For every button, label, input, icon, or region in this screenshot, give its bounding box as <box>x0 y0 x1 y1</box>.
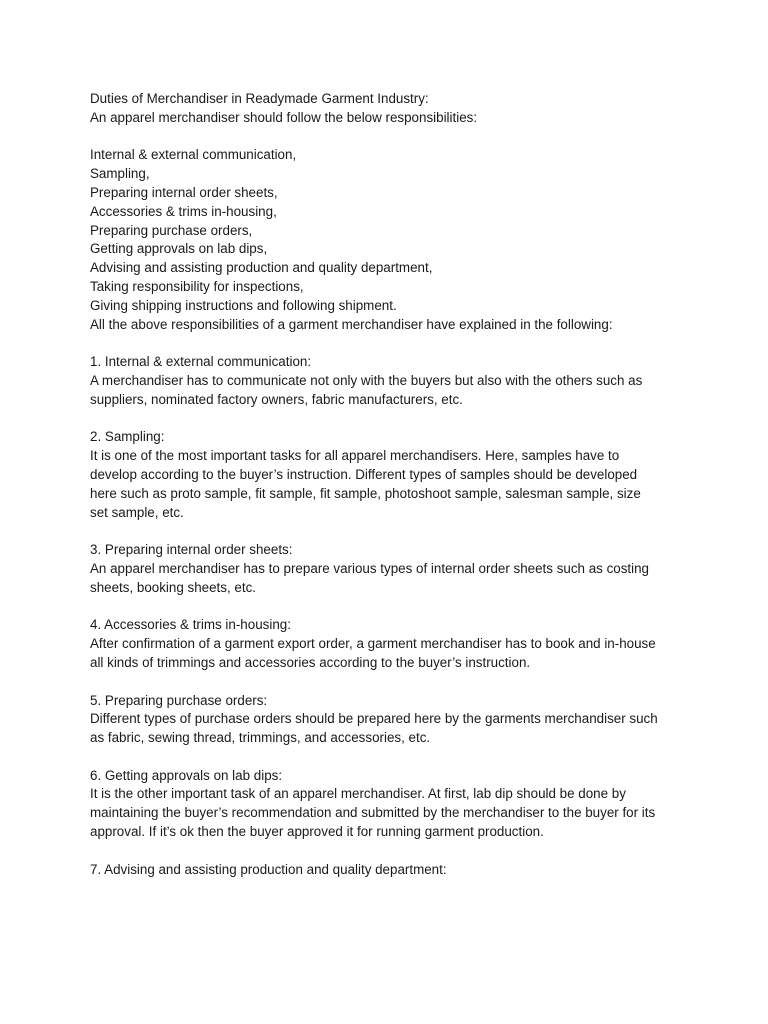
section-internal-order-sheets <box>90 541 750 597</box>
section-text-line: After confirmation of a garment export order, a garment merchandiser has to book and in-house <box>90 636 656 652</box>
responsibility-item: Preparing internal order sheets, <box>90 184 278 200</box>
responsibility-item: Internal & external communication, <box>90 147 297 163</box>
section-text-line: An apparel merchandiser has to prepare various types of internal order sheets such as costing <box>90 560 649 576</box>
section-heading: 1. Internal & external communication: <box>90 354 312 370</box>
responsibility-item: Preparing purchase orders, <box>90 222 253 238</box>
section-text-line: sheets, booking sheets, etc. <box>90 579 256 595</box>
section-lab-dips <box>90 767 750 842</box>
spacer <box>90 598 750 617</box>
responsibility-item: Getting approvals on lab dips, <box>90 241 268 257</box>
spacer <box>90 842 750 861</box>
section-heading: 6. Getting approvals on lab dips: <box>90 767 283 783</box>
spacer <box>90 673 750 692</box>
spacer <box>90 522 750 541</box>
section-purchase-orders <box>90 692 750 748</box>
document-title: Duties of Merchandiser in Readymade Garment Industry: <box>90 91 429 106</box>
document-intro: An apparel merchandiser should follow the below responsibilities: <box>90 109 478 125</box>
section-heading: 5. Preparing purchase orders: <box>90 692 268 708</box>
section-text-line: set sample, etc. <box>90 504 184 520</box>
spacer <box>90 128 750 147</box>
section-heading: 3. Preparing internal order sheets: <box>90 542 293 558</box>
section-heading: 7. Advising and assisting production and quality department: <box>90 861 447 877</box>
responsibility-item: Giving shipping instructions and following shipment. <box>90 297 397 313</box>
responsibility-item: Sampling, <box>90 166 150 182</box>
spacer <box>90 410 750 429</box>
section-text-line: It is the other important task of an apparel merchandiser. At first, lab dip should be done by <box>90 786 626 802</box>
responsibility-item: Advising and assisting production and quality department, <box>90 260 433 276</box>
section-accessories-trims <box>90 616 750 672</box>
spacer <box>90 334 750 353</box>
document-summary: All the above responsibilities of a garment merchandiser have explained in the following: <box>90 316 613 332</box>
section-text-line: all kinds of trimmings and accessories according to the buyer’s instruction. <box>90 654 531 670</box>
responsibilities-list <box>90 146 750 315</box>
section-internal-external-communication <box>90 353 750 409</box>
section-text-line: here such as proto sample, fit sample, fit sample, photoshoot sample, salesman sample, size <box>90 485 641 501</box>
section-text-line: It is one of the most important tasks for all apparel merchandisers. Here, samples have to <box>90 448 620 464</box>
section-text-line: A merchandiser has to communicate not only with the buyers but also with the others such as <box>90 372 643 388</box>
section-text-line: develop according to the buyer’s instruction. Different types of samples should be developed <box>90 466 638 482</box>
section-text-line: suppliers, nominated factory owners, fabric manufacturers, etc. <box>90 391 463 407</box>
section-text-line: maintaining the buyer’s recommendation and submitted by the merchandiser to the buyer for its <box>90 805 656 821</box>
section-production-quality <box>90 861 750 880</box>
section-text-line: approval. If it’s ok then the buyer approved it for running garment production. <box>90 824 544 840</box>
section-sampling <box>90 428 750 522</box>
responsibility-item: Accessories & trims in-housing, <box>90 203 277 219</box>
section-text-line: as fabric, sewing thread, trimmings, and accessories, etc. <box>90 730 431 746</box>
section-heading: 4. Accessories & trims in-housing: <box>90 617 291 633</box>
section-text-line: Different types of purchase orders should be prepared here by the garments merchandiser such <box>90 711 658 727</box>
responsibility-item: Taking responsibility for inspections, <box>90 278 304 294</box>
spacer <box>90 748 750 767</box>
section-heading: 2. Sampling: <box>90 429 165 445</box>
document-page <box>90 90 750 879</box>
